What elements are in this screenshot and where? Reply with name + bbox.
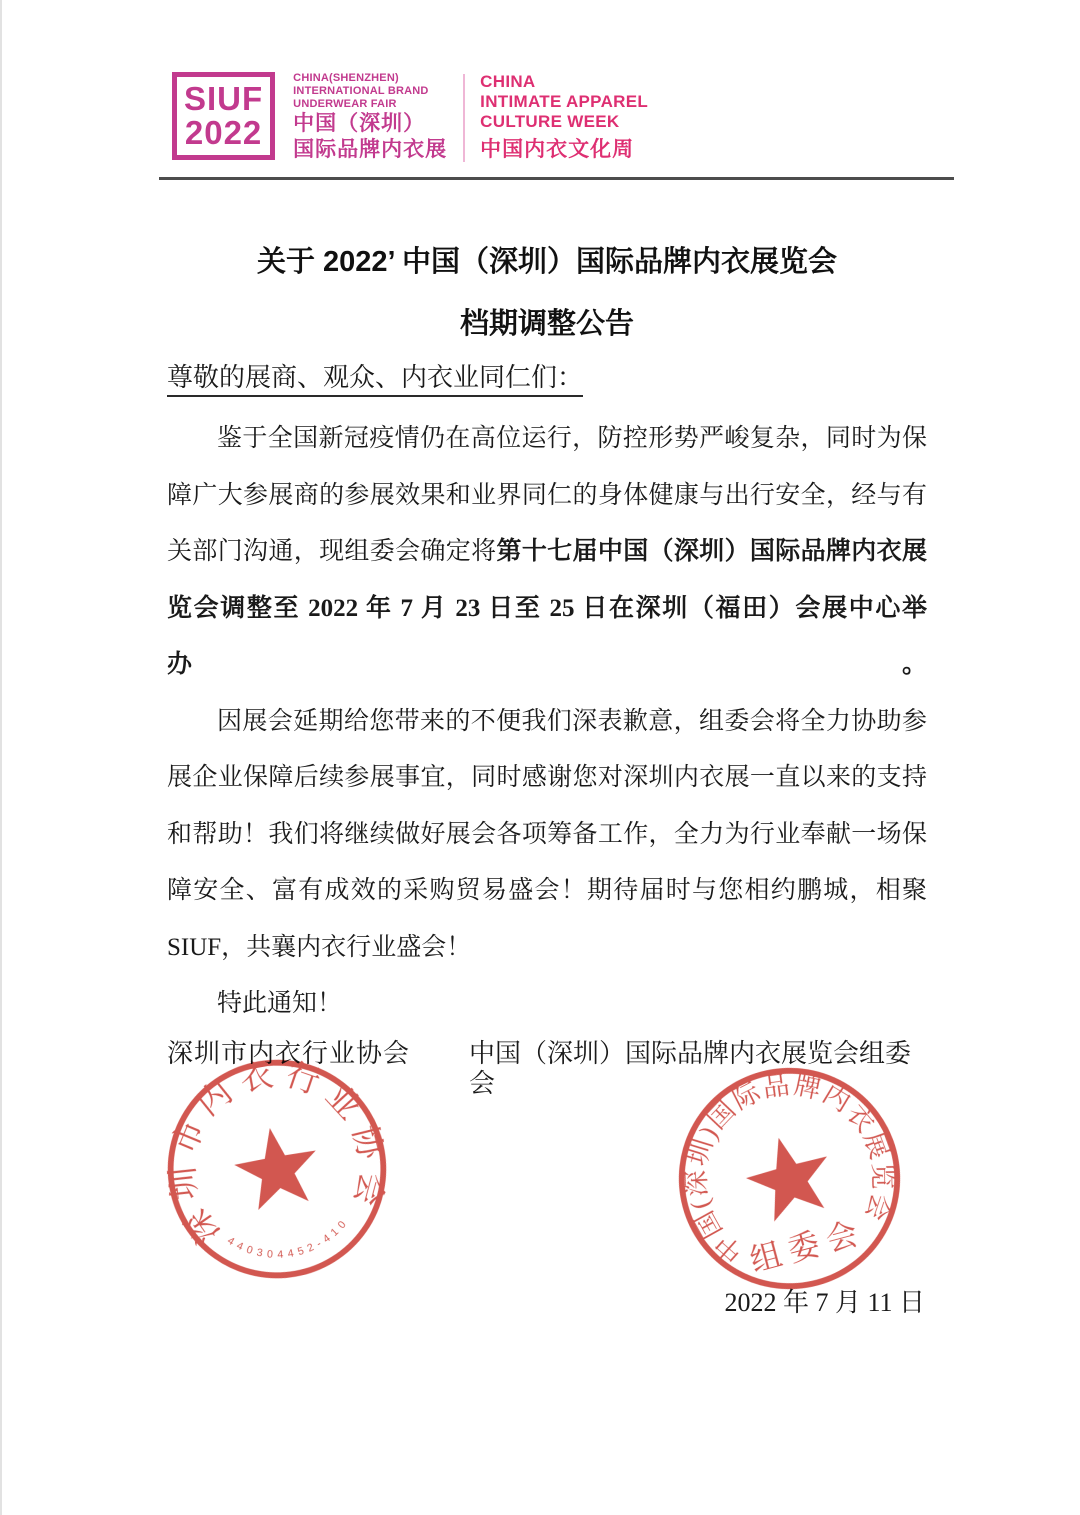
stamp-ring-text: 中国(深圳)国际品牌内衣展览会 <box>680 1068 898 1269</box>
logo-fair-en-line1: CHINA(SHENZHEN) <box>293 72 399 84</box>
logo-fair-en-line2: INTERNATIONAL BRAND <box>293 85 429 97</box>
paragraph-line: 障安全、富有成效的采购贸易盛会！期待届时与您相约鹏城，相聚 <box>167 877 927 904</box>
logo-fair-cn-line1: 中国（深圳） <box>293 112 426 135</box>
title-line1: 关于 2022’ 中国（深圳）国际品牌内衣展览会 <box>256 246 838 278</box>
paragraph-line: 展企业保障后续参展事宜，同时感谢您对深圳内衣展一直以来的支持 <box>167 764 927 791</box>
line-normal-segment: 关部门沟通，现组委会确定将 <box>167 538 497 565</box>
salutation <box>167 358 927 398</box>
stamp-ring-text: 深圳市内衣行业协会 <box>164 1055 390 1250</box>
signature-association: 深圳市内衣行业协会 <box>167 1038 411 1068</box>
star-icon <box>738 1126 840 1225</box>
logo-badge-year: 2022 <box>184 114 263 151</box>
notice-line: 特此通知！ <box>217 990 343 1017</box>
logo <box>172 72 927 163</box>
line-bold-segment: 第十七届中国（深圳）国际品牌内衣展 <box>496 538 927 565</box>
paragraph-line: 障广大参展商的参展效果和业界同仁的身体健康与出行安全，经与有 <box>167 481 927 509</box>
svg-text:440304452-410 <box>224 1213 357 1270</box>
association-seal-stamp <box>143 1034 412 1303</box>
logo-week-en-line3: CULTURE WEEK <box>480 112 620 131</box>
signature-committee: 中国（深圳）国际品牌内衣展览会组委会 <box>469 1038 912 1098</box>
logo-week-en-line2: INTIMATE APPAREL <box>480 92 649 111</box>
paragraph-line: 鉴于全国新冠疫情仍在高位运行，防控形势严峻复杂，同时为保 <box>217 425 927 452</box>
logo-week-en-line1: CHINA <box>480 72 536 91</box>
document-content <box>2 72 927 1515</box>
page-title <box>167 231 927 355</box>
logo-fair-wordmark <box>293 72 447 163</box>
stamp-inner-text: 组委会 <box>746 1213 869 1278</box>
paragraph-line: SIUF，共襄内衣行业盛会！ <box>167 933 472 961</box>
header-rule <box>159 177 954 180</box>
paragraph-line-bold: 览会调整至 2022 年 7 月 23 日至 25 日在深圳（福田）会展中心举办。 <box>167 594 927 678</box>
logo-culture-week-wordmark <box>480 72 648 163</box>
salutation-text: 尊敬的展商、观众、内衣业同仁们： <box>167 363 583 397</box>
paragraph-line <box>167 524 927 581</box>
body-text <box>167 411 927 1033</box>
logo-badge-siuf: SIUF <box>184 80 264 117</box>
logo-fair-en-line3: UNDERWEAR FAIR <box>293 98 397 110</box>
paragraph-line: 和帮助！我们将继续做好展会各项筹备工作，全力为行业奉献一场保 <box>167 820 927 848</box>
logo-fair-cn-line2: 国际品牌内衣展 <box>293 138 448 161</box>
closing-block <box>164 1038 927 1515</box>
siuf-2022-logo-badge <box>172 72 275 160</box>
stamp-code-text: 440304452-410 <box>225 1214 352 1261</box>
date: 2022 年 7 月 11 日 <box>724 1287 925 1317</box>
logo-week-cn: 中国内衣文化周 <box>480 138 635 161</box>
title-line2: 档期调整公告 <box>459 308 634 340</box>
paragraph-line: 因展会延期给您带来的不便我们深表歉意，组委会将全力协助参 <box>217 707 927 735</box>
star-icon <box>229 1120 324 1212</box>
logo-divider <box>463 74 465 162</box>
